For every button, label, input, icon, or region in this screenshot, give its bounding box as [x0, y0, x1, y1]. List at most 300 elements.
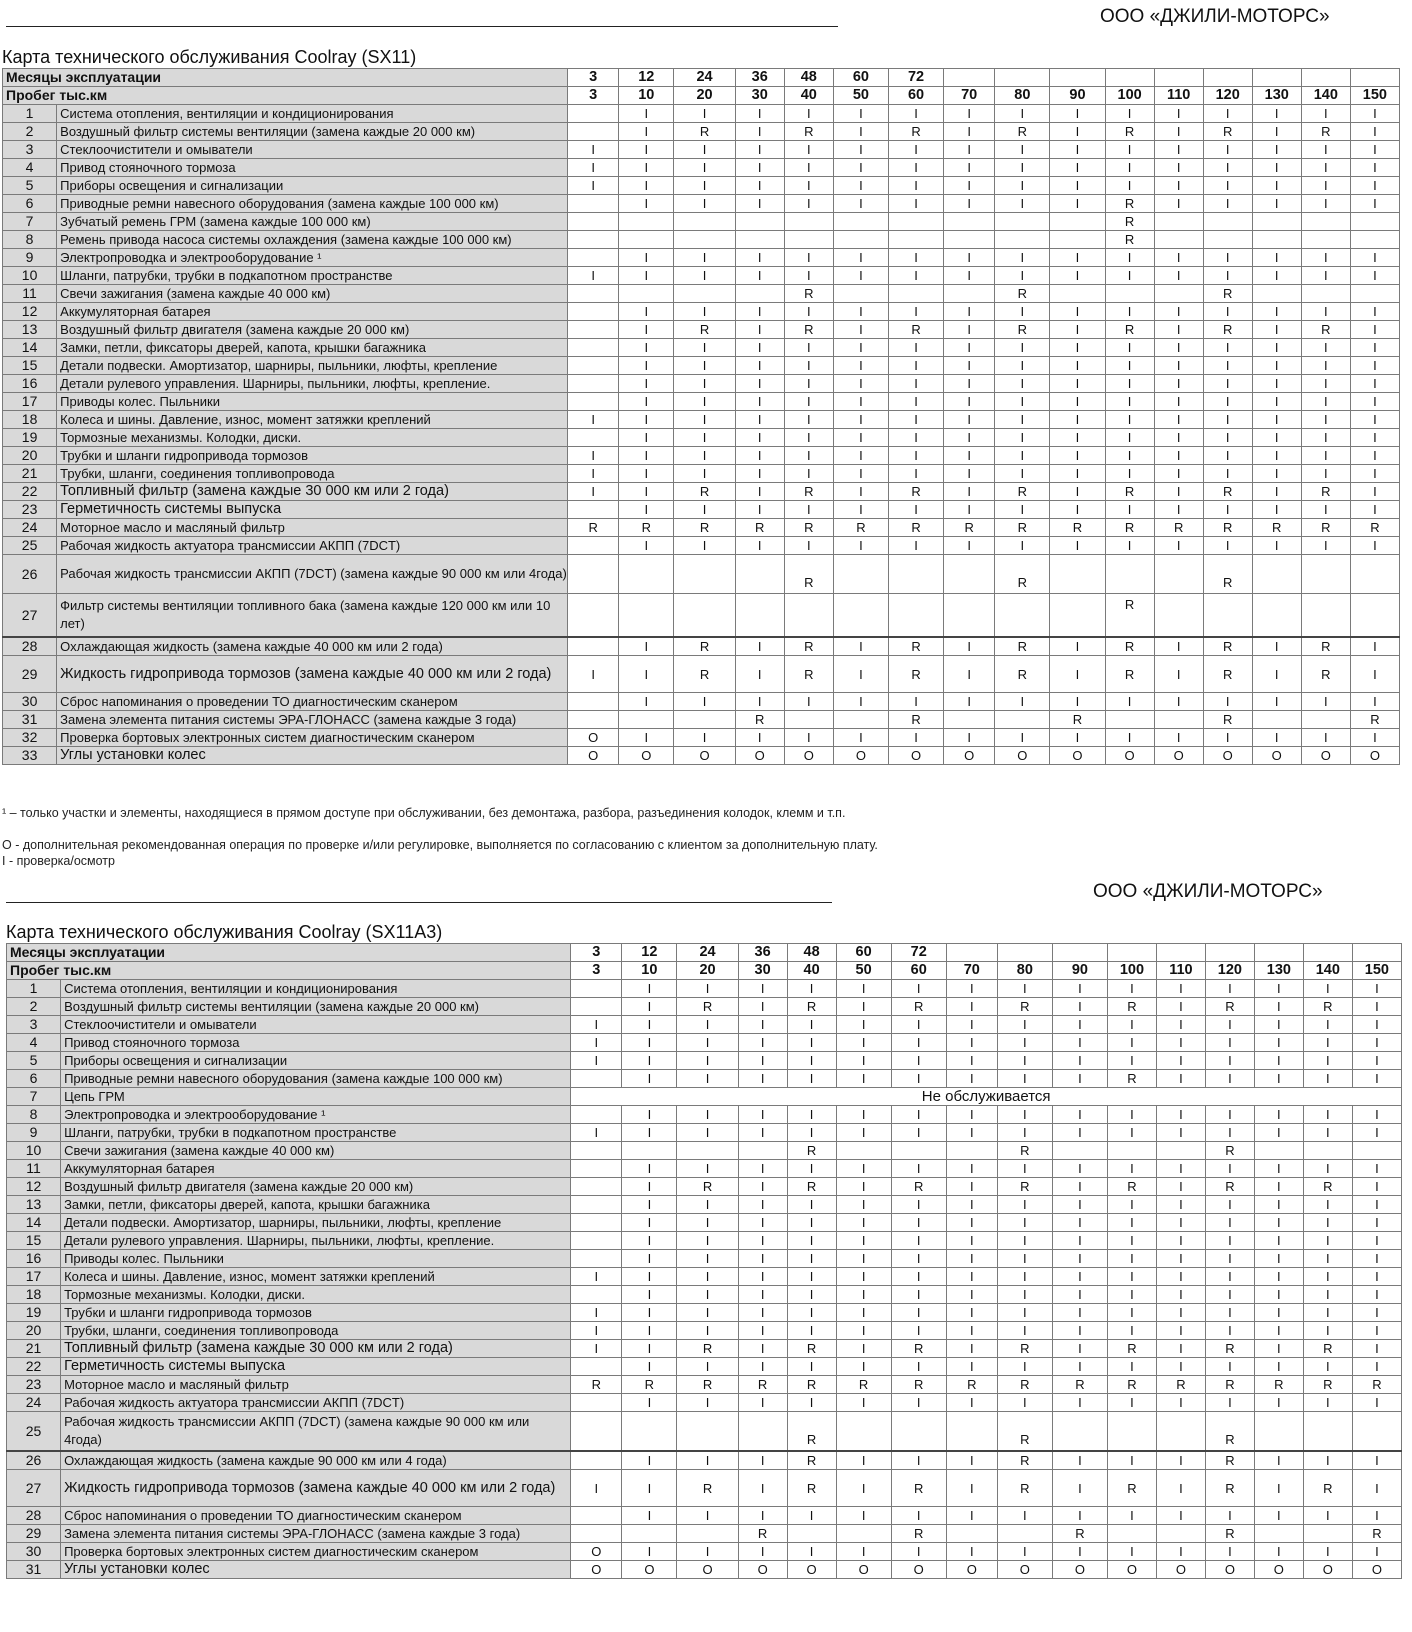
schedule-cell: I — [787, 980, 836, 998]
schedule-cell: I — [888, 465, 943, 483]
month-col-header: 48 — [787, 944, 836, 962]
schedule-cell: I — [677, 1322, 738, 1340]
schedule-cell: I — [888, 105, 943, 123]
schedule-cell — [571, 1525, 622, 1543]
operation-name: Жидкость гидропривода тормозов (замена каждые 40 000 км или 2 года) — [61, 1470, 571, 1507]
operation-name: Система отопления, вентиляции и кондиционирования — [57, 105, 568, 123]
table-row — [3, 693, 1400, 711]
schedule-cell: I — [995, 141, 1050, 159]
schedule-cell: R — [1105, 637, 1154, 656]
schedule-cell: I — [738, 1507, 787, 1525]
schedule-cell: R — [1205, 1376, 1254, 1394]
schedule-cell: I — [1254, 1178, 1303, 1196]
schedule-cell: R — [1303, 1340, 1352, 1358]
schedule-cell: R — [888, 321, 943, 339]
schedule-cell: R — [1203, 519, 1252, 537]
schedule-cell: I — [1105, 411, 1154, 429]
header-row-mileage — [7, 962, 1402, 980]
schedule-cell — [995, 594, 1050, 638]
schedule-cell: R — [1107, 1070, 1156, 1088]
schedule-cell: I — [674, 447, 735, 465]
schedule-cell: I — [1352, 1268, 1401, 1286]
schedule-cell: I — [1352, 1451, 1401, 1470]
schedule-cell: I — [1203, 375, 1252, 393]
table-row — [3, 711, 1400, 729]
mileage-col-header: 80 — [997, 962, 1052, 980]
schedule-cell — [568, 693, 619, 711]
schedule-cell — [1303, 1525, 1352, 1543]
schedule-cell: I — [1105, 393, 1154, 411]
schedule-cell: I — [1350, 195, 1399, 213]
schedule-cell — [568, 123, 619, 141]
schedule-cell: I — [1254, 1196, 1303, 1214]
schedule-cell: I — [1303, 1543, 1352, 1561]
schedule-cell: I — [944, 656, 995, 693]
schedule-cell: I — [944, 729, 995, 747]
schedule-cell: I — [674, 249, 735, 267]
table-row — [3, 375, 1400, 393]
schedule-cell — [1252, 231, 1301, 249]
schedule-cell: I — [944, 537, 995, 555]
schedule-cell: I — [1303, 1034, 1352, 1052]
schedule-cell: R — [891, 1525, 946, 1543]
schedule-cell: R — [1205, 1340, 1254, 1358]
schedule-cell — [1107, 1525, 1156, 1543]
schedule-cell: I — [1352, 1232, 1401, 1250]
mileage-col-header: 20 — [677, 962, 738, 980]
schedule-cell: I — [568, 411, 619, 429]
schedule-cell: I — [1105, 729, 1154, 747]
schedule-cell: I — [1254, 1106, 1303, 1124]
schedule-cell: R — [784, 555, 833, 594]
schedule-cell: I — [1254, 980, 1303, 998]
schedule-cell: I — [674, 303, 735, 321]
schedule-cell — [784, 231, 833, 249]
schedule-cell: I — [833, 177, 888, 195]
schedule-cell: I — [1252, 105, 1301, 123]
schedule-cell: I — [1254, 998, 1303, 1016]
table-row — [7, 1358, 1402, 1376]
schedule-cell: I — [622, 1543, 677, 1561]
row-number: 5 — [3, 177, 57, 195]
mileage-col-header: 60 — [888, 87, 943, 105]
schedule-cell: I — [836, 1232, 891, 1250]
schedule-cell: I — [1254, 1160, 1303, 1178]
schedule-cell: I — [1252, 321, 1301, 339]
schedule-cell: I — [787, 1124, 836, 1142]
schedule-cell — [619, 711, 674, 729]
schedule-cell: I — [1052, 998, 1107, 1016]
schedule-cell: R — [677, 1470, 738, 1507]
schedule-cell: I — [1205, 1507, 1254, 1525]
schedule-cell: I — [738, 1124, 787, 1142]
schedule-cell: I — [833, 447, 888, 465]
schedule-cell: I — [1252, 429, 1301, 447]
schedule-cell: I — [1303, 1052, 1352, 1070]
mileage-col-header: 140 — [1303, 962, 1352, 980]
schedule-cell — [946, 1412, 997, 1452]
schedule-cell: I — [622, 1322, 677, 1340]
schedule-cell — [995, 711, 1050, 729]
schedule-cell: I — [1254, 1286, 1303, 1304]
schedule-cell: I — [674, 693, 735, 711]
table-row — [3, 123, 1400, 141]
schedule-cell: I — [787, 1322, 836, 1340]
schedule-cell: R — [1301, 656, 1350, 693]
operation-name: Стеклоочистители и омыватели — [57, 141, 568, 159]
schedule-cell: I — [995, 693, 1050, 711]
schedule-cell: I — [1303, 1196, 1352, 1214]
table-row — [7, 1286, 1402, 1304]
schedule-cell: I — [995, 447, 1050, 465]
schedule-cell: I — [1107, 1196, 1156, 1214]
schedule-cell: I — [1107, 1124, 1156, 1142]
schedule-cell: I — [1154, 177, 1203, 195]
schedule-cell: I — [619, 447, 674, 465]
schedule-cell: I — [1352, 1106, 1401, 1124]
schedule-cell: I — [1301, 267, 1350, 285]
operation-name: Рабочая жидкость актуатора трансмиссии АКПП (7DCT) — [57, 537, 568, 555]
schedule-cell: I — [946, 1358, 997, 1376]
schedule-cell: I — [1301, 411, 1350, 429]
schedule-cell: I — [735, 195, 784, 213]
schedule-cell: I — [622, 1268, 677, 1286]
schedule-cell — [1203, 594, 1252, 638]
schedule-cell: I — [1107, 1543, 1156, 1561]
schedule-cell: I — [888, 537, 943, 555]
row-number: 11 — [3, 285, 57, 303]
schedule-cell: I — [1105, 447, 1154, 465]
top-rule-2 — [6, 902, 832, 903]
schedule-cell: I — [1252, 339, 1301, 357]
schedule-cell: I — [738, 1070, 787, 1088]
schedule-cell: I — [787, 1232, 836, 1250]
schedule-cell: R — [891, 1340, 946, 1358]
row-number: 26 — [7, 1451, 61, 1470]
schedule-cell: I — [1205, 1358, 1254, 1376]
schedule-cell: O — [946, 1561, 997, 1579]
schedule-cell: I — [1050, 656, 1105, 693]
schedule-cell — [735, 594, 784, 638]
schedule-cell: R — [1352, 1525, 1401, 1543]
schedule-cell: I — [1050, 267, 1105, 285]
schedule-cell: I — [1156, 1070, 1205, 1088]
schedule-cell: I — [1156, 1470, 1205, 1507]
schedule-cell: I — [946, 1340, 997, 1358]
row-number: 7 — [7, 1088, 61, 1106]
operation-name: Аккумуляторная батарея — [61, 1160, 571, 1178]
table-row — [3, 555, 1400, 594]
mileage-col-header: 20 — [674, 87, 735, 105]
mileage-col-header: 3 — [571, 962, 622, 980]
schedule-cell — [944, 594, 995, 638]
schedule-cell: R — [784, 519, 833, 537]
schedule-cell: I — [1350, 357, 1399, 375]
schedule-cell: R — [1105, 231, 1154, 249]
table-row — [7, 1394, 1402, 1412]
mileage-col-header: 100 — [1107, 962, 1156, 980]
schedule-cell — [674, 231, 735, 249]
schedule-cell: I — [997, 1070, 1052, 1088]
row-number: 9 — [3, 249, 57, 267]
schedule-cell: R — [787, 1340, 836, 1358]
schedule-cell — [571, 1451, 622, 1470]
schedule-cell: I — [997, 1160, 1052, 1178]
schedule-cell: I — [571, 1052, 622, 1070]
schedule-cell: I — [1107, 1322, 1156, 1340]
schedule-cell — [674, 213, 735, 231]
schedule-cell: I — [833, 729, 888, 747]
schedule-cell: I — [891, 980, 946, 998]
schedule-cell: I — [1154, 141, 1203, 159]
schedule-cell: I — [735, 429, 784, 447]
row-number: 10 — [3, 267, 57, 285]
schedule-cell — [1350, 213, 1399, 231]
operation-name: Трубки и шланги гидропривода тормозов — [61, 1304, 571, 1322]
schedule-cell: I — [995, 537, 1050, 555]
schedule-cell: R — [1107, 998, 1156, 1016]
schedule-cell: I — [677, 1124, 738, 1142]
schedule-cell: I — [674, 195, 735, 213]
schedule-cell: I — [735, 141, 784, 159]
mileage-col-header: 50 — [836, 962, 891, 980]
schedule-cell: I — [891, 1034, 946, 1052]
schedule-cell: I — [944, 411, 995, 429]
schedule-cell: I — [997, 1196, 1052, 1214]
schedule-cell: I — [1156, 980, 1205, 998]
schedule-cell: I — [1156, 1358, 1205, 1376]
row-number: 13 — [3, 321, 57, 339]
month-col-header — [1303, 944, 1352, 962]
table-row — [3, 656, 1400, 693]
schedule-cell: I — [946, 1286, 997, 1304]
schedule-cell — [619, 594, 674, 638]
schedule-cell: I — [1105, 177, 1154, 195]
schedule-cell: I — [619, 339, 674, 357]
schedule-cell: I — [1052, 1507, 1107, 1525]
schedule-cell — [888, 285, 943, 303]
schedule-cell: I — [1156, 1304, 1205, 1322]
row-number: 27 — [7, 1470, 61, 1507]
schedule-cell: I — [619, 123, 674, 141]
schedule-cell — [571, 1412, 622, 1452]
schedule-cell — [1352, 1142, 1401, 1160]
schedule-cell: O — [1154, 747, 1203, 765]
schedule-cell: I — [891, 1322, 946, 1340]
schedule-cell: I — [944, 321, 995, 339]
month-col-header: 72 — [888, 69, 943, 87]
operation-name: Тормозные механизмы. Колодки, диски. — [57, 429, 568, 447]
row-number: 24 — [7, 1394, 61, 1412]
schedule-cell: I — [622, 1070, 677, 1088]
schedule-cell: I — [995, 729, 1050, 747]
schedule-cell: O — [787, 1561, 836, 1579]
schedule-cell: I — [888, 195, 943, 213]
schedule-cell: I — [619, 321, 674, 339]
schedule-cell: I — [995, 465, 1050, 483]
schedule-cell: R — [1252, 519, 1301, 537]
schedule-cell — [888, 231, 943, 249]
schedule-cell: I — [677, 1250, 738, 1268]
schedule-cell: I — [1107, 1232, 1156, 1250]
row-number: 29 — [7, 1525, 61, 1543]
schedule-cell: I — [1050, 447, 1105, 465]
schedule-cell: I — [787, 1070, 836, 1088]
row-number: 15 — [7, 1232, 61, 1250]
row-number: 25 — [7, 1412, 61, 1452]
schedule-cell: I — [622, 1286, 677, 1304]
schedule-cell: O — [619, 747, 674, 765]
schedule-cell: R — [888, 123, 943, 141]
schedule-cell — [735, 555, 784, 594]
schedule-cell: I — [1352, 1394, 1401, 1412]
schedule-cell: I — [622, 1250, 677, 1268]
schedule-cell: I — [735, 483, 784, 501]
table-row — [7, 1160, 1402, 1178]
schedule-cell: I — [1107, 1214, 1156, 1232]
schedule-cell: I — [946, 1214, 997, 1232]
schedule-cell: I — [1301, 195, 1350, 213]
schedule-cell: R — [997, 1376, 1052, 1394]
schedule-cell: R — [1205, 1412, 1254, 1452]
schedule-cell: I — [619, 375, 674, 393]
schedule-cell — [944, 711, 995, 729]
schedule-cell: I — [1254, 1214, 1303, 1232]
schedule-cell: I — [674, 429, 735, 447]
schedule-cell: I — [1203, 159, 1252, 177]
schedule-cell: R — [891, 1376, 946, 1394]
schedule-cell: I — [1105, 159, 1154, 177]
schedule-cell — [836, 1142, 891, 1160]
schedule-cell: I — [1205, 1214, 1254, 1232]
schedule-cell: I — [1205, 1268, 1254, 1286]
schedule-cell — [833, 594, 888, 638]
schedule-cell: I — [1350, 656, 1399, 693]
schedule-cell: I — [995, 393, 1050, 411]
schedule-cell — [1105, 555, 1154, 594]
schedule-cell: I — [833, 656, 888, 693]
table-row — [3, 411, 1400, 429]
footnote-access: ¹ – только участки и элементы, находящиеся в прямом доступе при обслуживании, без демонтажа, разбора, разъединения колодок, клемм и т.п. — [2, 806, 846, 820]
schedule-cell: I — [1254, 1507, 1303, 1525]
schedule-cell: I — [1156, 1178, 1205, 1196]
schedule-cell: I — [619, 105, 674, 123]
schedule-cell: I — [888, 693, 943, 711]
schedule-cell: I — [1052, 1160, 1107, 1178]
schedule-cell: I — [622, 1451, 677, 1470]
table-row — [7, 1340, 1402, 1358]
schedule-cell: I — [1154, 729, 1203, 747]
table-row — [3, 267, 1400, 285]
schedule-cell: I — [738, 1358, 787, 1376]
schedule-cell: I — [944, 375, 995, 393]
operation-name: Свечи зажигания (замена каждые 40 000 км) — [57, 285, 568, 303]
operation-name: Колеса и шины. Давление, износ, момент затяжки креплений — [61, 1268, 571, 1286]
month-col-header — [1254, 944, 1303, 962]
schedule-cell: I — [677, 980, 738, 998]
schedule-cell: I — [674, 393, 735, 411]
row-number: 11 — [7, 1160, 61, 1178]
table-row — [3, 195, 1400, 213]
schedule-cell: R — [1105, 656, 1154, 693]
schedule-cell: R — [1254, 1376, 1303, 1394]
operation-name: Трубки, шланги, соединения топливопровода — [57, 465, 568, 483]
schedule-cell — [836, 1525, 891, 1543]
schedule-cell: I — [787, 1214, 836, 1232]
table-row — [7, 1052, 1402, 1070]
row-number: 9 — [7, 1124, 61, 1142]
schedule-cell: I — [619, 656, 674, 693]
schedule-cell: I — [836, 1304, 891, 1322]
schedule-cell: I — [946, 1178, 997, 1196]
schedule-cell: I — [836, 1196, 891, 1214]
operation-name: Свечи зажигания (замена каждые 40 000 км) — [61, 1142, 571, 1160]
schedule-cell: I — [1050, 321, 1105, 339]
schedule-cell: I — [1050, 303, 1105, 321]
schedule-cell: I — [1252, 465, 1301, 483]
schedule-cell: R — [995, 656, 1050, 693]
schedule-cell: I — [619, 159, 674, 177]
schedule-cell: I — [677, 1268, 738, 1286]
schedule-cell — [1350, 555, 1399, 594]
schedule-cell: I — [1303, 1322, 1352, 1340]
operation-name: Цепь ГРМ — [61, 1088, 571, 1106]
schedule-cell: R — [568, 519, 619, 537]
schedule-cell: I — [738, 1394, 787, 1412]
schedule-cell: R — [1205, 998, 1254, 1016]
schedule-cell — [784, 594, 833, 638]
schedule-cell — [891, 1412, 946, 1452]
schedule-cell: I — [571, 1322, 622, 1340]
schedule-cell: R — [1203, 483, 1252, 501]
schedule-cell: I — [1052, 1178, 1107, 1196]
table-row — [7, 1376, 1402, 1394]
schedule-cell: R — [995, 637, 1050, 656]
schedule-cell: I — [674, 501, 735, 519]
schedule-cell: R — [622, 1376, 677, 1394]
table-row — [3, 537, 1400, 555]
row-number: 1 — [3, 105, 57, 123]
schedule-cell — [1050, 594, 1105, 638]
schedule-cell: R — [787, 998, 836, 1016]
schedule-cell: I — [622, 1340, 677, 1358]
schedule-cell: I — [1156, 1543, 1205, 1561]
schedule-cell: I — [1052, 1470, 1107, 1507]
schedule-cell: I — [1105, 267, 1154, 285]
schedule-cell: I — [1352, 1358, 1401, 1376]
schedule-cell: I — [995, 195, 1050, 213]
row-number: 14 — [7, 1214, 61, 1232]
schedule-cell — [568, 303, 619, 321]
schedule-cell: I — [1352, 1543, 1401, 1561]
schedule-cell: I — [1301, 693, 1350, 711]
table-row — [7, 1016, 1402, 1034]
schedule-cell: R — [1205, 1142, 1254, 1160]
table-row — [7, 1196, 1402, 1214]
schedule-cell: I — [997, 1304, 1052, 1322]
schedule-cell: I — [836, 1507, 891, 1525]
schedule-cell: I — [1154, 159, 1203, 177]
schedule-cell: R — [738, 1525, 787, 1543]
schedule-cell: I — [946, 998, 997, 1016]
schedule-cell: I — [833, 141, 888, 159]
schedule-cell — [995, 213, 1050, 231]
schedule-cell: R — [1105, 321, 1154, 339]
schedule-cell: I — [1352, 998, 1401, 1016]
schedule-cell — [568, 321, 619, 339]
month-col-header: 24 — [677, 944, 738, 962]
schedule-cell: I — [1154, 339, 1203, 357]
